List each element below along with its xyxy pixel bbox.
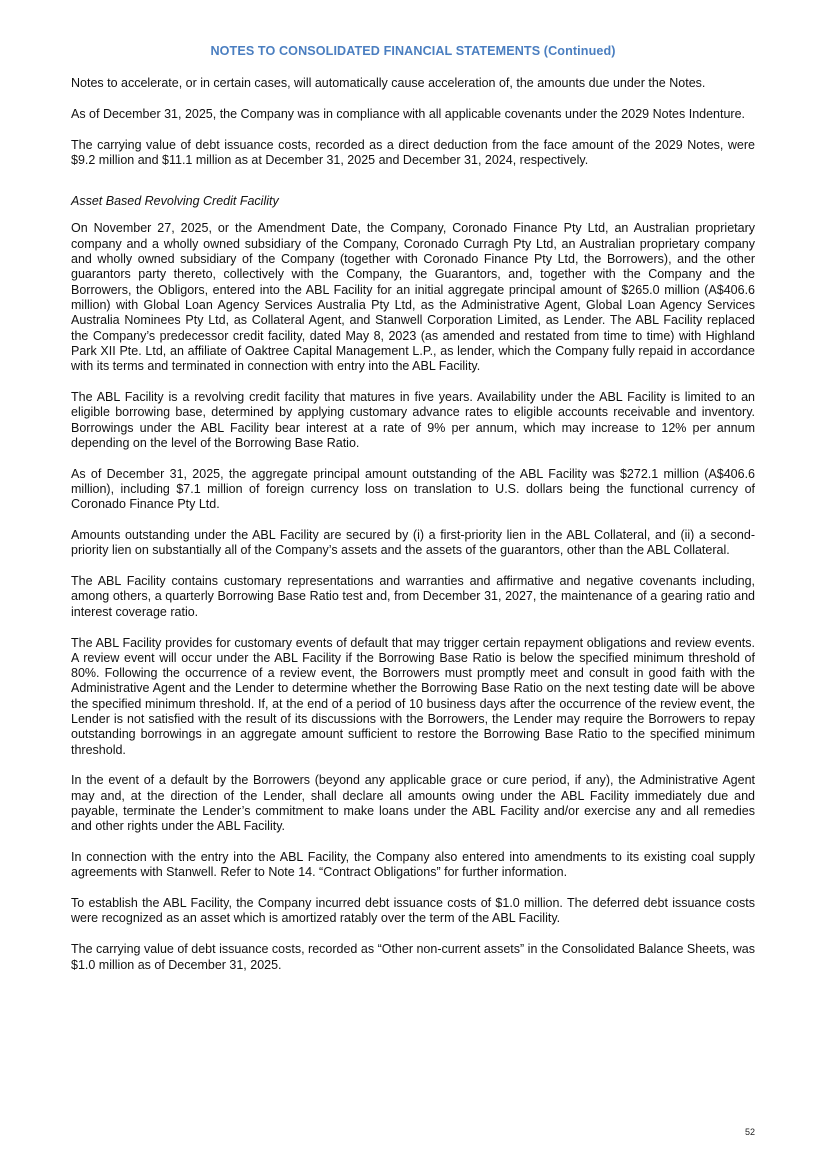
paragraph-abl-events-of-default: The ABL Facility provides for customary events of default that may trigger certain repayment obligations and review events. A review event will occur under the ABL Facility if the Borrowing Base Ratio is below the specified minimum threshold of 80%. Following the occurrence of a review event, the Borrowers must promptly meet and consult in good faith with the Administrative Agent and the Lender to determine whether the Borrowing Base Ratio on the next testing date will be above the specified minimum threshold. If, at the end of a period of 10 business days after the occurrence of the review event, the Lender is not satisfied with the result of its discussions with the Borrowers, the Lender may require the Borrowers to repay outstanding borrowings in an aggregate amount sufficient to restore the Borrowing Base Ratio to the specified minimum threshold.	[71, 635, 755, 757]
paragraph-abl-coal-supply: In connection with the entry into the ABL Facility, the Company also entered into amendments to its existing coal supply agreements with Stanwell. Refer to Note 14. “Contract Obligations” for further information.	[71, 850, 755, 880]
paragraph-abl-carrying-value: The carrying value of debt issuance costs, recorded as “Other non-current assets” in the Consolidated Balance Sheets, was $1.0 million as of December 31, 2025.	[71, 942, 755, 972]
paragraph-covenant-compliance: As of December 31, 2025, the Company was in compliance with all applicable covenants under the 2029 Notes Indenture.	[71, 106, 746, 121]
paragraph-abl-covenants: The ABL Facility contains customary representations and warranties and affirmative and negative covenants including, among others, a quarterly Borrowing Base Ratio test and, from December 31, 2027, the maintenance of a gearing ratio and interest coverage ratio.	[71, 574, 755, 619]
paragraph-abl-entry: On November 27, 2025, or the Amendment Date, the Company, Coronado Finance Pty Ltd, an Australian proprietary company and a wholly owned subsidiary of the Company, Coronado Curragh Pty Ltd, an Australian proprietary company and wholly owned subsidiary of the Company (together with Coronado Finance Pty Ltd, the Borrowers), and the other guarantors party thereto, collectively with the Company, the Guarantors, and, together with the Company and the Borrowers, the Obligors, entered into the ABL Facility for an initial aggregate principal amount of $265.0 million (A$406.6 million) with Global Loan Agency Services Australia Pty Ltd, as the Administrative Agent, Global Loan Agency Services Australia Nominees Pty Ltd, as Collateral Agent, and Stanwell Corporation Limited, as Lender. The ABL Facility replaced the Company’s predecessor credit facility, dated May 8, 2023 (as amended and restated from time to time) with Highland Park XII Pte. Ltd, an affiliate of Oaktree Capital Management L.P., as lender, which the Company fully repaid in accordance with its terms and terminated in connection with entry into the ABL Facility.	[71, 221, 755, 374]
page-header-title: NOTES TO CONSOLIDATED FINANCIAL STATEMENTS (Continued)	[210, 44, 616, 58]
section-heading-abl-facility: Asset Based Revolving Credit Facility	[71, 194, 279, 209]
paragraph-notes-issuance-costs: The carrying value of debt issuance costs, recorded as a direct deduction from the face amount of the 2029 Notes, were $9.2 million and $11.1 million as at December 31, 2025 and December 31, 2024, respectively.	[71, 137, 755, 167]
page-number: 52	[744, 1127, 755, 1137]
paragraph-notes-acceleration: Notes to accelerate, or in certain cases, will automatically cause acceleration of, the amounts due under the Notes.	[71, 76, 706, 90]
paragraph-abl-security: Amounts outstanding under the ABL Facility are secured by (i) a first-priority lien in the ABL Collateral, and (ii) a second-priority lien on substantially all of the Company’s assets and the assets of the guarantors, other than the ABL Collateral.	[71, 528, 755, 558]
paragraph-abl-outstanding: As of December 31, 2025, the aggregate principal amount outstanding of the ABL Facility was $272.1 million (A$406.6 million), including $7.1 million of foreign currency loss on translation to U.S. dollars being the functional currency of Coronado Finance Pty Ltd.	[71, 466, 755, 512]
paragraph-abl-default-remedies: In the event of a default by the Borrowers (beyond any applicable grace or cure period, if any), the Administrative Agent may and, at the direction of the Lender, shall declare all amounts owing under the ABL Facility immediately due and payable, terminate the Lender’s commitment to make loans under the ABL Facility and/or exercise any and all remedies and other rights under the ABL Facility.	[71, 773, 755, 834]
paragraph-abl-terms: The ABL Facility is a revolving credit facility that matures in five years. Availability under the ABL Facility is limited to an eligible borrowing base, determined by applying customary advance rates to eligible accounts receivable and inventory. Borrowings under the ABL Facility bear interest at a rate of 9% per annum, which may increase to 12% per annum depending on the level of the Borrowing Base Ratio.	[71, 389, 755, 450]
document-body	[71, 76, 755, 988]
paragraph-abl-issuance-costs: To establish the ABL Facility, the Company incurred debt issuance costs of $1.0 million. The deferred debt issuance costs were recognized as an asset which is amortized ratably over the term of the ABL Facility.	[71, 896, 755, 926]
